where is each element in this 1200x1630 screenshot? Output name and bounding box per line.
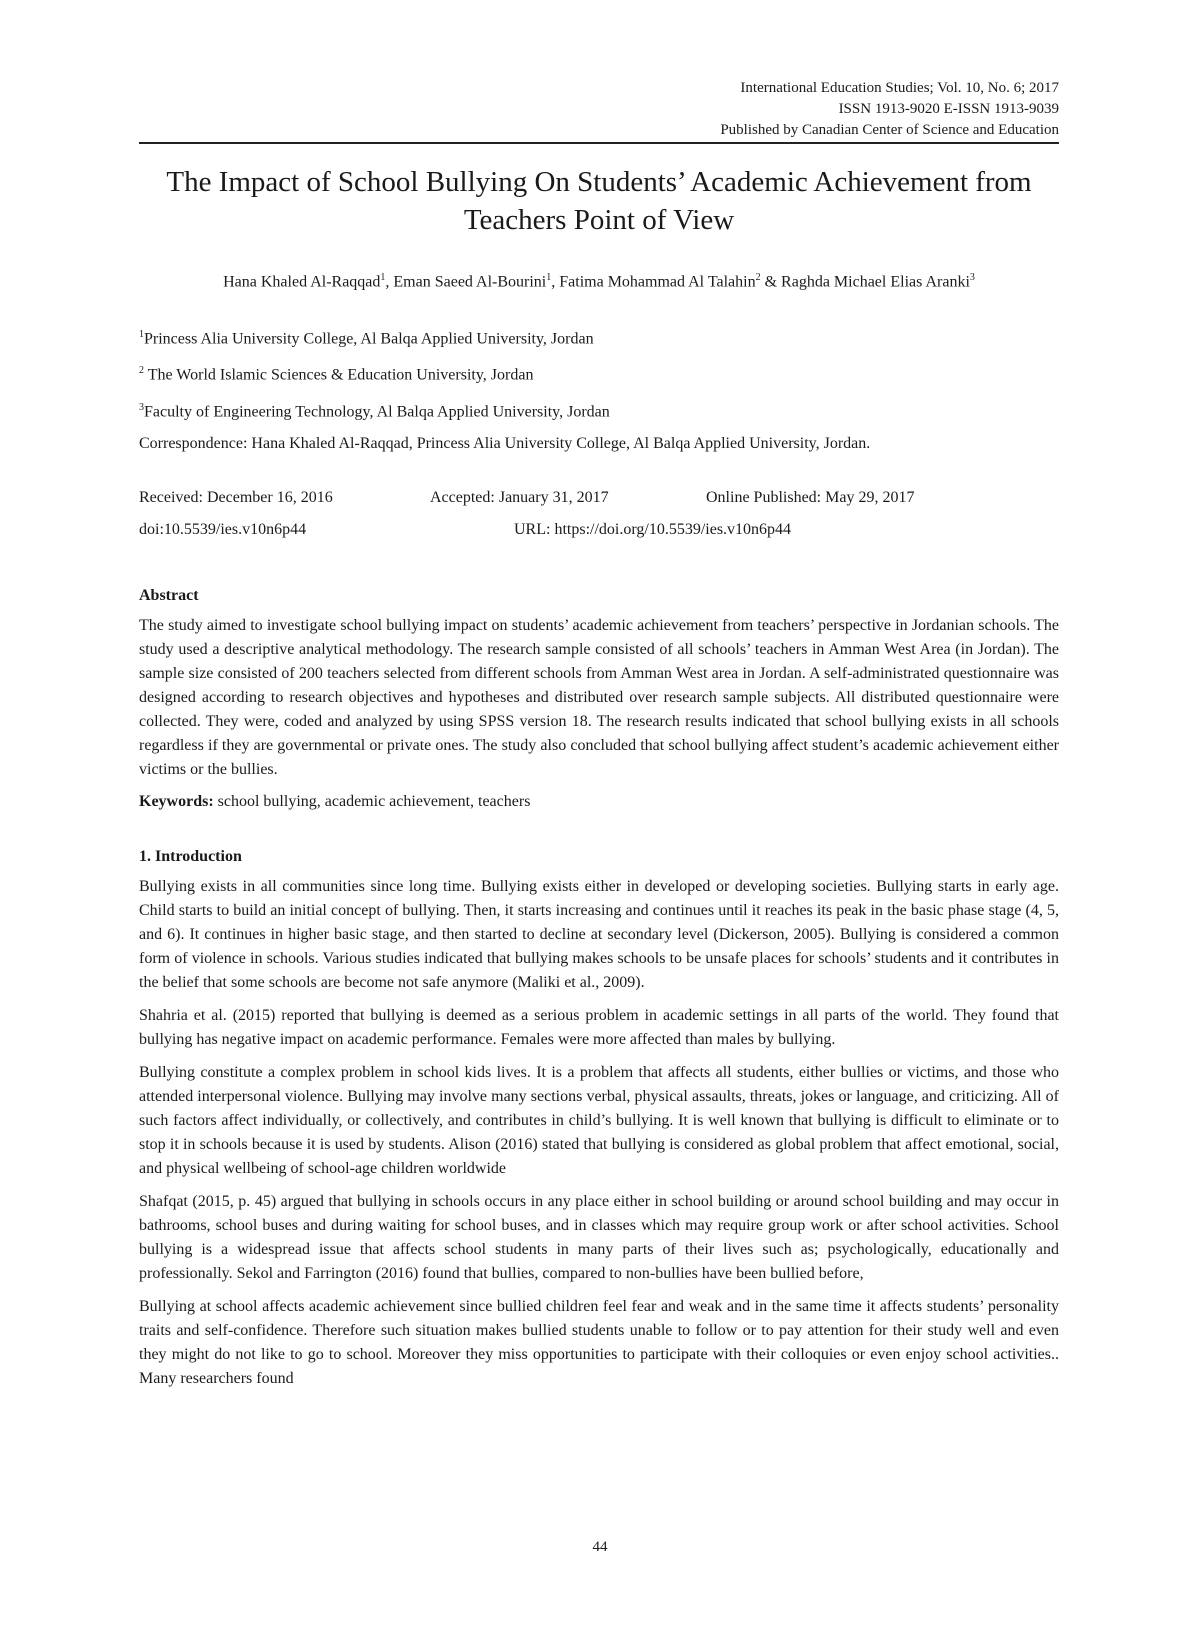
author-separator: & (760, 273, 782, 291)
journal-header (720, 78, 1059, 141)
body-paragraph: Shahria et al. (2015) reported that bullying is deemed as a serious problem in academic settings in all parts of the world. They found that bullying has negative impact on academic performance. Females were more affected than males by bullying. (139, 1007, 1059, 1048)
doi-url-link[interactable]: URL: https://doi.org/10.5539/ies.v10n6p44 (514, 521, 792, 538)
keywords-text: school bullying, academic achievement, teachers (213, 793, 531, 810)
accepted-date: Accepted: January 31, 2017 (430, 489, 609, 506)
body-paragraph: Bullying at school affects academic achievement since bullied children feel fear and weak and in the same time it affects students’ personality traits and self-confidence. Therefore such situation makes bullied students unable to follow or to pay attention for their study well and even they might do not like to go to school. Moreover they miss opportunities to participate with their colloquies or even enjoy school activities.. Many researchers found (139, 1298, 1059, 1387)
abstract-heading: Abstract (139, 587, 199, 604)
body-paragraph: Bullying constitute a complex problem in school kids lives. It is a problem that affects all students, either bullies or victims, and those who attended interpersonal violence. Bullying may involve many sections verbal, physical assaults, threats, jokes or language, and criticizing. All of such factors affect individually, or collectively, and contributes in child’s bullying. It is well known that bullying is difficult to eliminate or to stop it in schools because it is used by students. Alison (2016) stated that bullying is considered as global problem that affect emotional, social, and physical wellbeing of school-age children worldwide (139, 1064, 1059, 1177)
affiliation-item (139, 396, 1059, 424)
affiliation-text: Princess Alia University College, Al Balqa Applied University, Jordan (144, 330, 594, 348)
affiliation-mark: 2 (139, 365, 144, 377)
author-list (139, 266, 1059, 293)
body-paragraph: Shafqat (2015, p. 45) argued that bullying in schools occurs in any place either in school building or around school building and may occur in bathrooms, school buses and during waiting for school buses, and in classes which may require group work or after school activities. School bullying is a widespread issue that affects school students in many parts of their lives such as; psychologically, educationally and professionally. Sekol and Farrington (2016) found that bullies, compared to non-bullies have been bullied before, (139, 1193, 1059, 1282)
introduction-heading: 1. Introduction (139, 848, 242, 865)
affiliation-mark: 3 (139, 401, 144, 413)
paper-title: The Impact of School Bullying On Students’ Academic Achievement from Teachers Point of View (166, 166, 1032, 236)
affiliation-text: Faculty of Engineering Technology, Al Balqa Applied University, Jordan (144, 402, 610, 420)
author-affiliation-mark: 3 (969, 272, 975, 283)
correspondence: Correspondence: Hana Khaled Al-Raqqad, Princess Alia University College, Al Balqa Applied University, Jordan. (139, 434, 871, 452)
publication-dates (139, 486, 1059, 550)
affiliations (139, 323, 1059, 464)
author-affiliation-mark: 1 (380, 272, 386, 283)
author-affiliation-mark: 1 (546, 272, 552, 283)
abstract-section (139, 584, 1059, 822)
affiliation-mark: 1 (139, 329, 144, 340)
author-name: Fatima Mohammad Al Talahin (559, 273, 756, 291)
header-divider (139, 142, 1059, 144)
body-paragraph: Bullying exists in all communities since long time. Bullying exists either in developed or developing societies. Bullying starts in early age. Child starts to build an initial concept of bullying. Then, it starts increasing and continues until it reaches its peak in the basic phase stage (4, 5, and 6). It continues in higher basic stage, and then started to decline at secondary level (Dickerson, 2005). Bullying is considered a common form of violence in schools. Various studies indicated that bullying makes schools to be unsafe places for schools’ students and it contributes in the belief that some schools are become not safe anymore (Maliki et al., 2009). (139, 878, 1059, 991)
author-name: Hana Khaled Al-Raqqad (223, 273, 381, 291)
abstract-text: The study aimed to investigate school bullying impact on students’ academic achievement from teachers’ perspective in Jordanian schools. The study used a descriptive analytical methodology. The research sample consisted of all schools’ teachers in Amman West Area (in Jordan). The sample size consisted of 200 teachers selected from different schools from Amman West area in Jordan. A self-administrated questionnaire was designed according to research objectives and hypotheses and distributed over research sample subjects. All distributed questionnaire were collected. They were, coded and analyzed by using SPSS version 18. The research results indicated that school bullying exists in all schools regardless if they are governmental or private ones. The study also concluded that school bullying affect student’s academic achievement either victims or the bullies. (139, 617, 1059, 778)
author-separator: , (385, 273, 394, 291)
received-date: Received: December 16, 2016 (139, 489, 333, 506)
author-affiliation-mark: 2 (755, 272, 761, 283)
affiliation-item (139, 359, 1059, 387)
published-date: Online Published: May 29, 2017 (706, 489, 915, 506)
journal-citation: International Education Studies; Vol. 10, No. 6; 2017 (740, 80, 1059, 96)
introduction-section (139, 845, 1059, 1400)
author-separator: , (551, 273, 560, 291)
page-number: 44 (592, 1539, 608, 1555)
author-name: Raghda Michael Elias Aranki (781, 273, 970, 291)
affiliation-item (139, 323, 1059, 351)
keywords (139, 790, 1059, 814)
affiliation-text: The World Islamic Sciences & Education University, Jordan (147, 366, 534, 384)
doi-text: doi:10.5539/ies.v10n6p44 (139, 521, 307, 538)
keywords-label: Keywords: (139, 793, 214, 810)
author-name: Eman Saeed Al-Bourini (393, 273, 547, 291)
journal-issn: ISSN 1913-9020 E-ISSN 1913-9039 (838, 101, 1059, 117)
journal-publisher: Published by Canadian Center of Science and Education (720, 122, 1059, 138)
